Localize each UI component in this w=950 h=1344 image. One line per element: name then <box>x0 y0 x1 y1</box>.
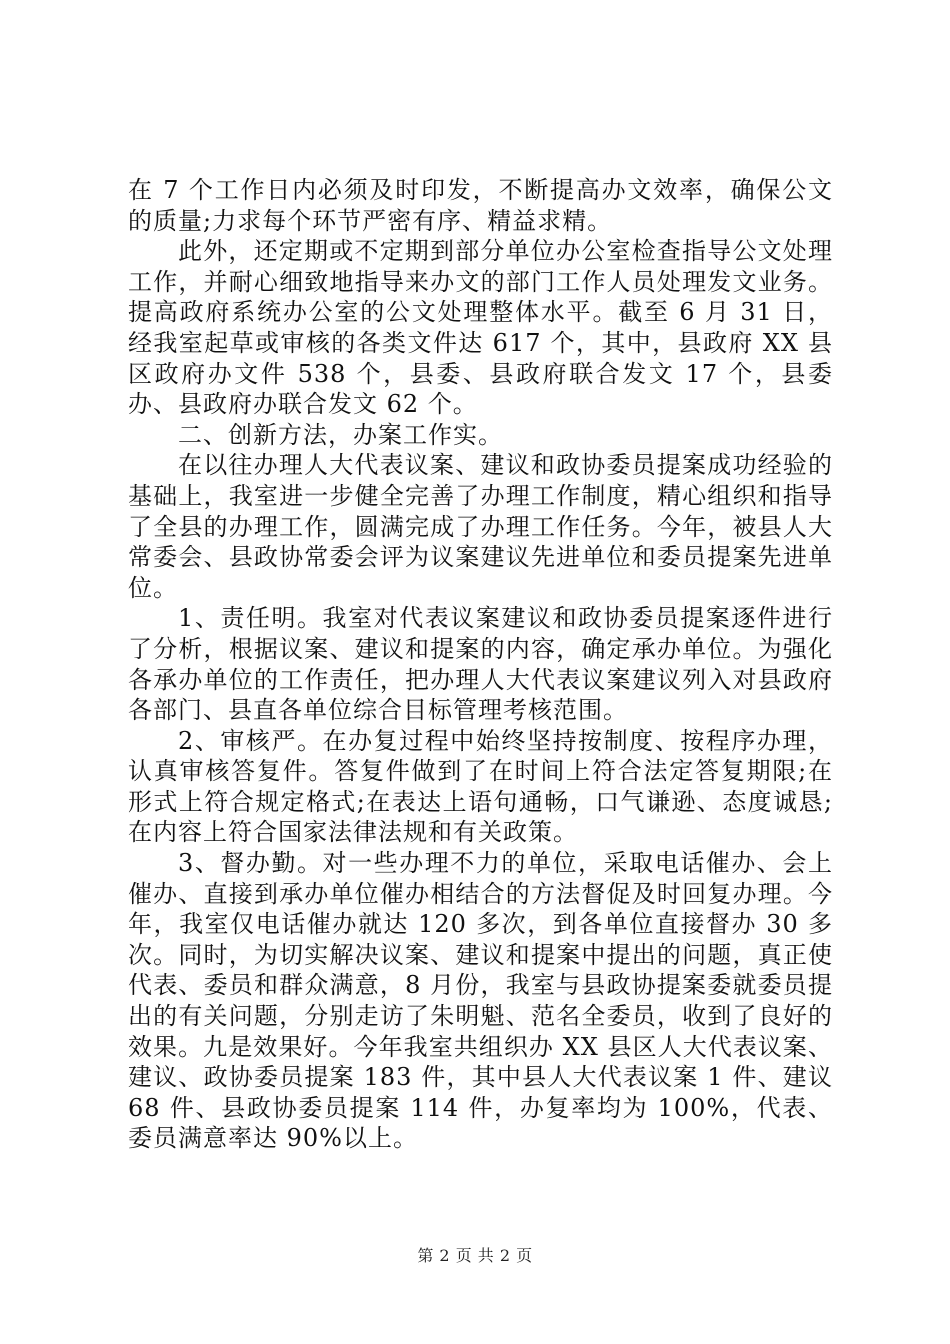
paragraph-7: 3、督办勤。对一些办理不力的单位，采取电话催办、会上催办、直接到承办单位催办相结合的方法督促及时回复办理。今年，我室仅电话催办就达 120 多次，到各单位直接督办 30 多次。同时，为切实解决议案、建议和提案中提出的问题，真正使代表、委员和群众满意，8 月份，我室与县政协提案委就委员提出的有关问题，分别走访了朱明魁、范名全委员，收到了良好的效果。九是效果好。今年我室共组织办 XX 县区人大代表议案、建议、政协委员提案 183 件，其中县人大代表议案 1 件、建议 68 件、县政协委员提案 114 件，办复率均为 100%，代表、委员满意率达 90%以上。 <box>128 849 833 1153</box>
paragraph-5: 1、责任明。我室对代表议案建议和政协委员提案逐件进行了分析，根据议案、建议和提案的内容，确定承办单位。为强化各承办单位的工作责任，把办理人大代表议案建议列入对县政府各部门、县直各单位综合目标管理考核范围。 <box>128 604 833 725</box>
page-footer: 第 2 页 共 2 页 <box>417 1246 533 1265</box>
section-heading: 二、创新方法，办案工作实。 <box>178 420 503 449</box>
paragraph-4: 在以往办理人大代表议案、建议和政协委员提案成功经验的基础上，我室进一步健全完善了办理工作制度，精心组织和指导了全县的办理工作，圆满完成了办理工作任务。今年，被县人大常委会、县政协常委会评为议案建议先进单位和委员提案先进单位。 <box>128 451 833 602</box>
paragraph-2: 此外，还定期或不定期到部分单位办公室检查指导公文处理工作，并耐心细致地指导来办文的部门工作人员处理发文业务。提高政府系统办公室的公文处理整体水平。截至 6 月 31 日，经我室起草或审核的各类文件达 617 个，其中，县政府 XX 县区政府办文件 538 个，县委、县政府联合发文 17 个，县委办、县政府办联合发文 62 个。 <box>128 237 833 419</box>
document-body <box>128 175 833 1154</box>
paragraph-6: 2、审核严。在办复过程中始终坚持按制度、按程序办理，认真审核答复件。答复件做到了在时间上符合法定答复期限;在形式上符合规定格式;在表达上语句通畅，口气谦逊、态度诚恳;在内容上符合国家法律法规和有关政策。 <box>128 726 833 847</box>
paragraph-1: 在 7 个工作日内必须及时印发，不断提高办文效率，确保公文的质量;力求每个环节严密有序、精益求精。 <box>128 176 833 235</box>
